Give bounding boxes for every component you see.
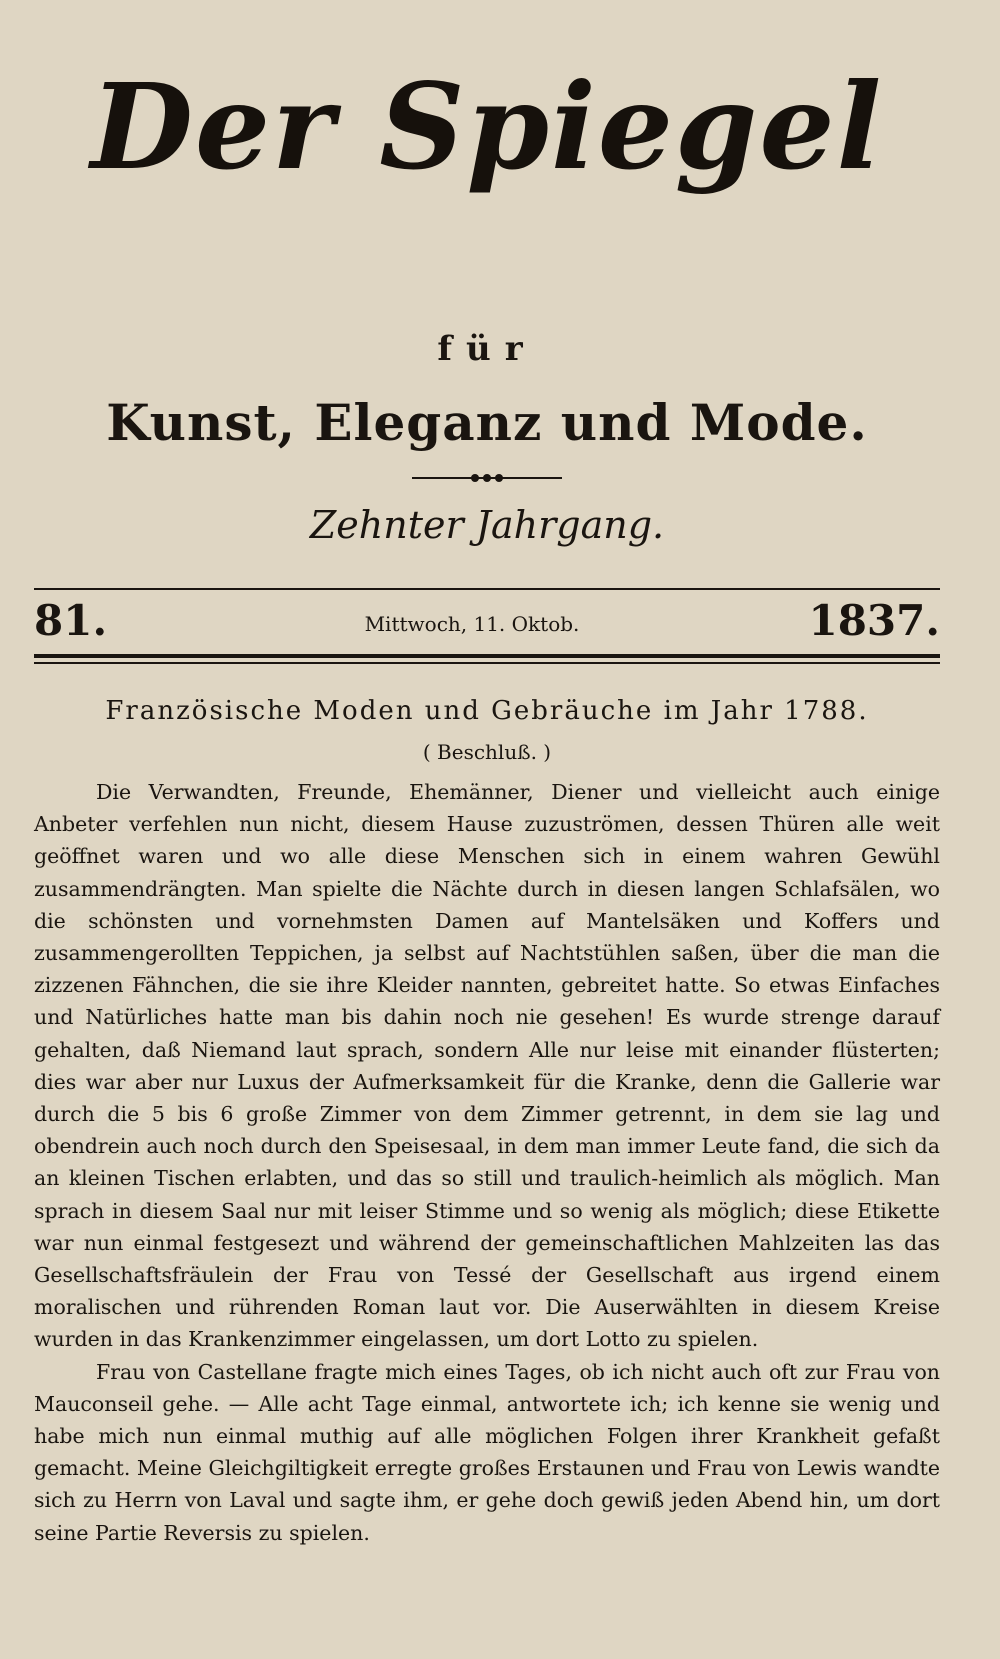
volume-label: Zehnter Jahrgang. [309,503,665,547]
issue-date: Mittwoch, 11. Oktob. [364,612,580,636]
issue-year: 1837. [808,596,940,645]
ornament-divider [412,474,562,482]
article-body [34,776,940,1549]
masthead-title: Der Spiegel [90,57,884,196]
article-note: ( Beschluß. ) [422,740,552,764]
masthead [34,0,940,547]
masthead-subtitle: Kunst, Eleganz und Mode. [106,393,868,452]
article-title: Französische Moden und Gebräuche im Jahr 1788. [105,696,869,726]
rule-top [34,588,940,590]
article-paragraph: Die Verwandten, Freunde, Ehemänner, Diener und vielleicht auch einige Anbeter verfehlen nun nicht, diesem Hause zuzuströmen, dessen Thüren alle weit geöffnet waren und wo alle diese Menschen sich in einem wahren Gewühl zusammendrängten. Man spielte die Nächte durch in diesen langen Schlafsälen, wo die schönsten und vornehmsten Damen auf Mantelsäken und Koffers und zusammengerollten Teppichen, ja selbst auf Nachtstühlen saßen, über die man die zizzenen Fähnchen, die sie ihre Kleider nannten, gebreitet hatte. So etwas Einfaches und Natürliches hatte man bis dahin noch nie gesehen! Es wurde strenge darauf gehalten, daß Niemand laut sprach, sondern Alle nur leise mit einander flüsterten; dies war aber nur Luxus der Aufmerksamkeit für die Kranke, denn die Gallerie war durch die 5 bis 6 große Zimmer von dem Zimmer getrennt, in dem sie lag und obendrein auch noch durch den Speisesaal, in dem man immer Leute fand, die sich da an kleinen Tischen erlabten, und das so still und traulich-heimlich als möglich. Man sprach in diesem Saal nur mit leiser Stimme und so wenig als möglich; diese Etikette war nun einmal festgesezt und während der gemeinschaftlichen Mahlzeiten las das Gesellschaftsfräulein der Frau von Tessé der Gesellschaft aus irgend einem moralischen und rührenden Roman laut vor. Die Auserwählten in diesem Kreise wurden in das Krankenzimmer eingelassen, um dort Lotto zu spielen. [34,780,940,1352]
ornament-dot [483,474,491,482]
masthead-fuer: für [437,329,537,369]
article-paragraph: Frau von Castellane fragte mich eines Tages, ob ich nicht auch oft zur Frau von Mauconseil gehe. — Alle acht Tage einmal, antwortete ich; ich kenne sie wenig und habe mich nun einmal muthig auf alle möglichen Folgen ihrer Krankheit gefaßt gemacht. Meine Gleichgiltigkeit erregte großes Erstaunen und Frau von Lewis wandte sich zu Herrn von Laval und sagte ihm, er gehe doch gewiß jeden Abend hin, um dort seine Partie Reversis zu spielen. [34,1359,940,1545]
ornament-dot [495,474,503,482]
ornament-dot [471,474,479,482]
article [34,698,940,1549]
issue-number: 81. [34,596,108,645]
issue-info [34,596,940,650]
rule-double [34,654,940,664]
